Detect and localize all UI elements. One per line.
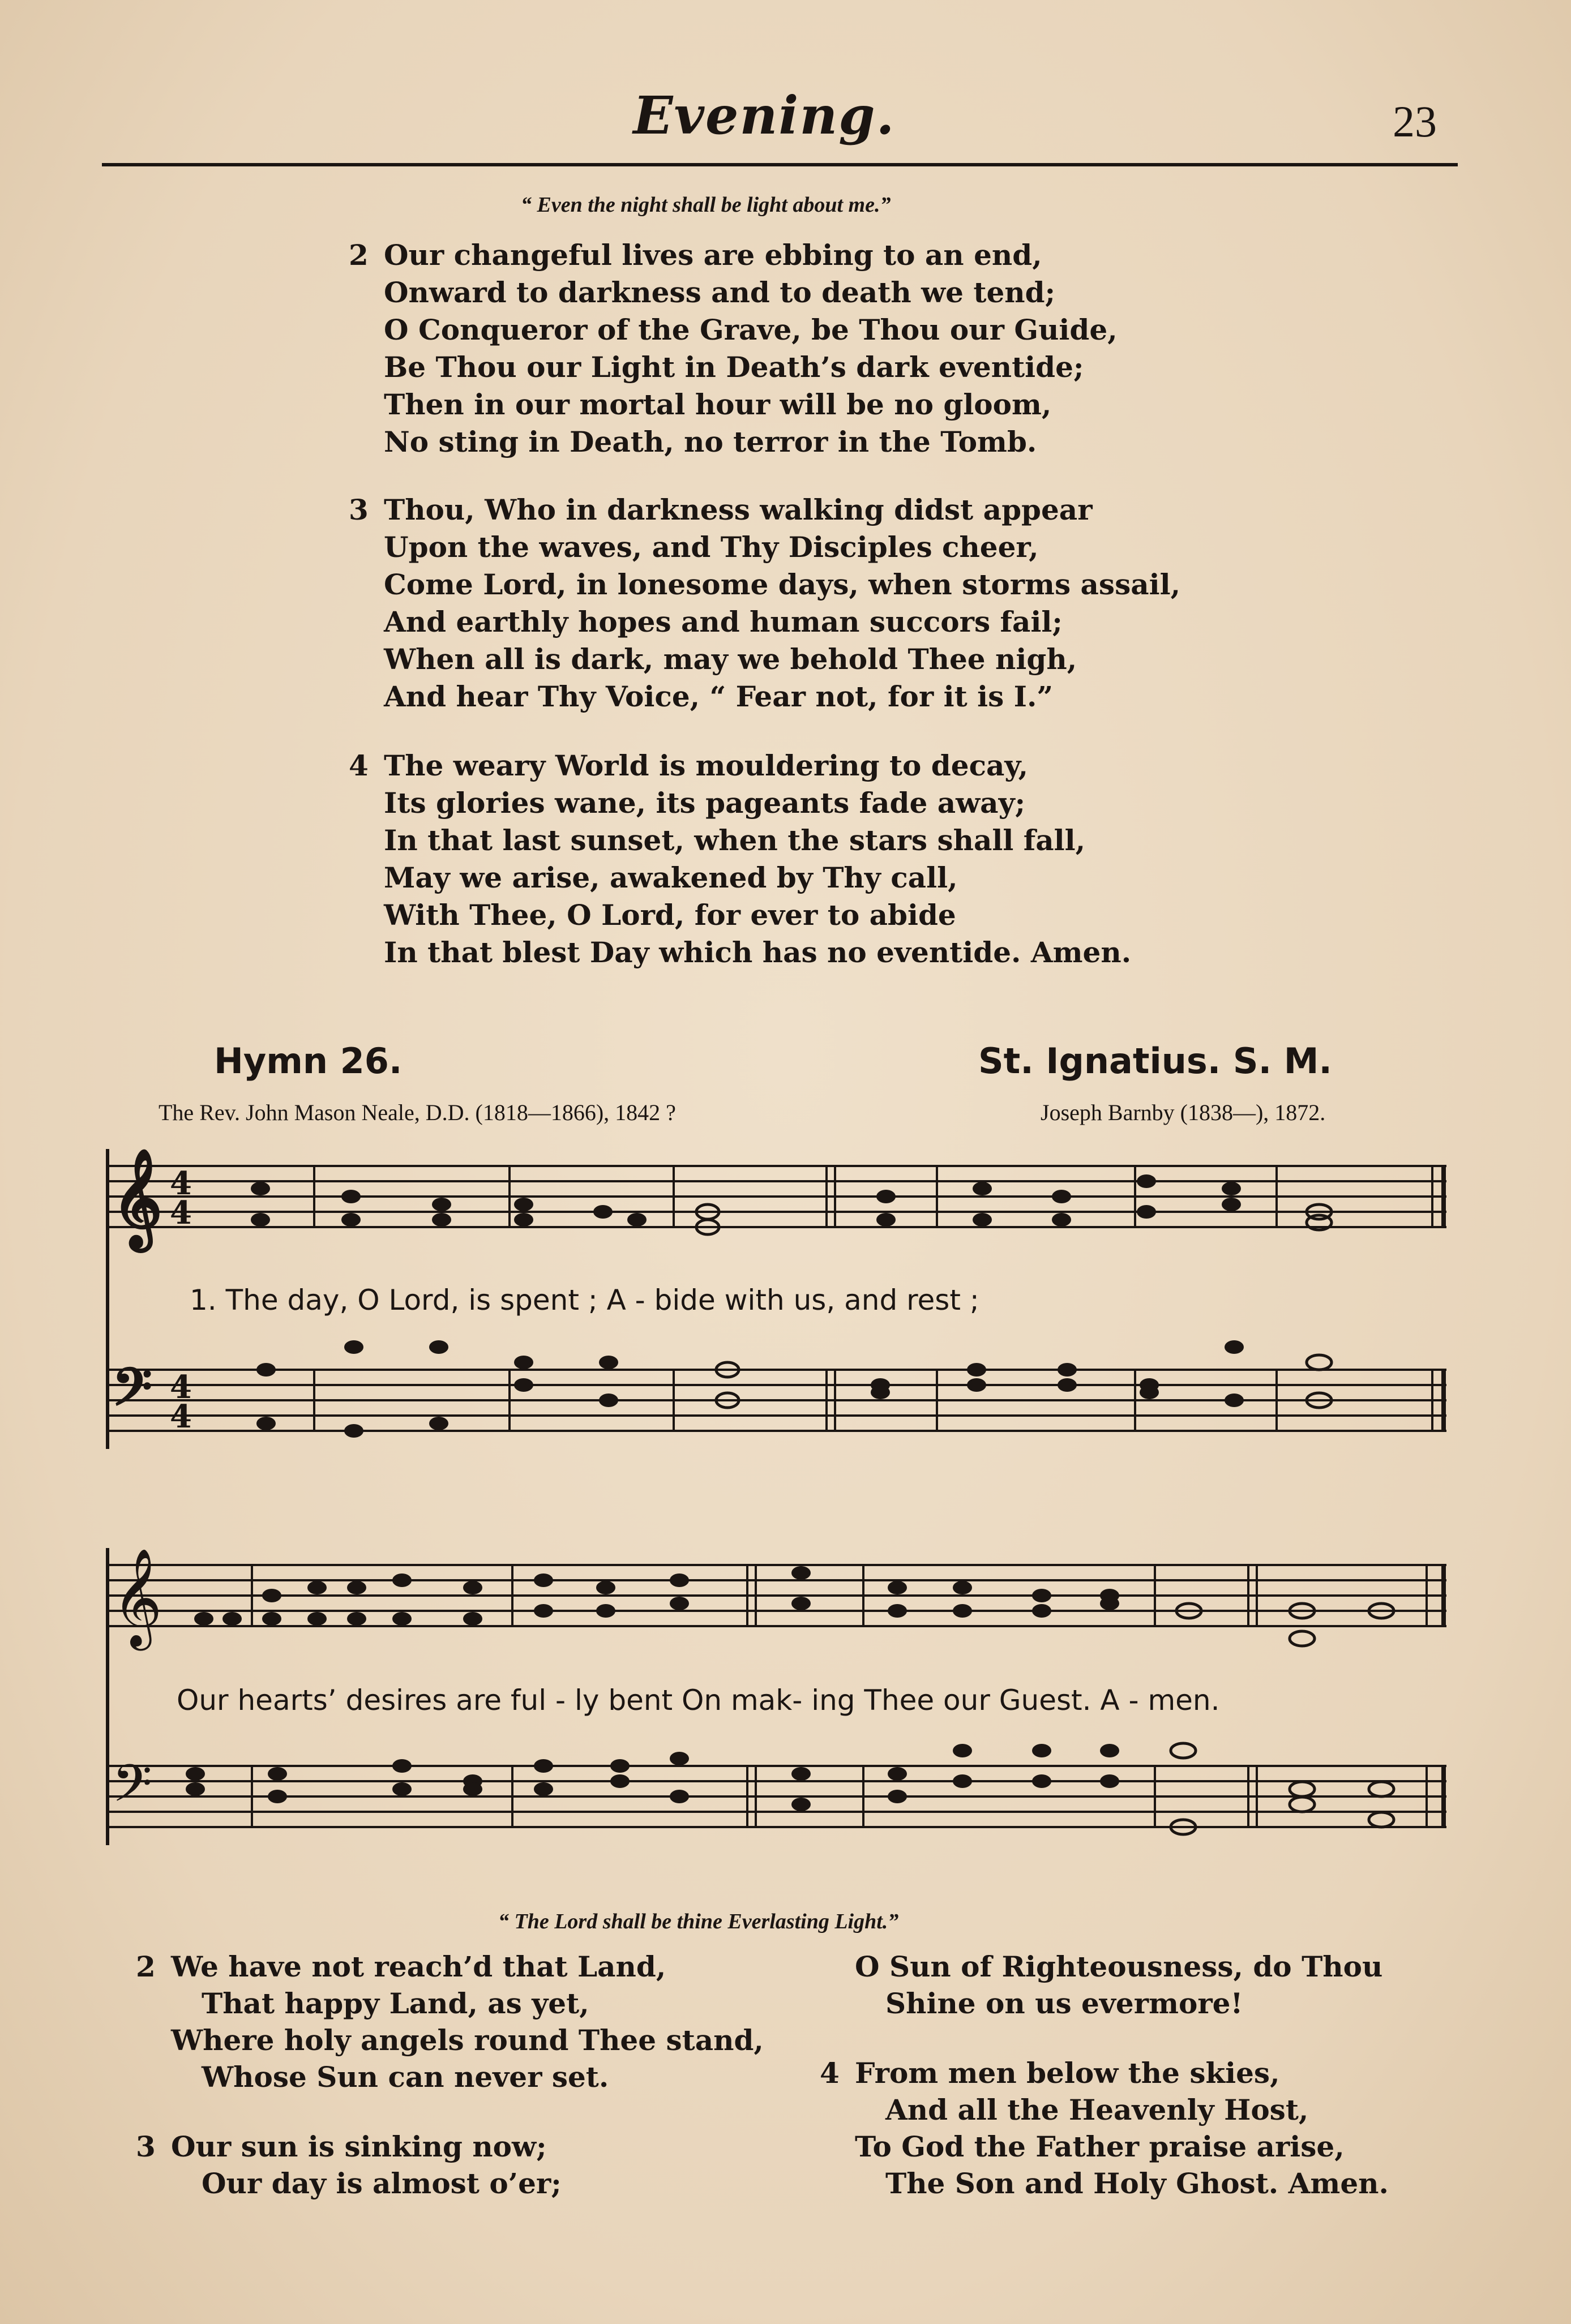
verse-line: The Son and Holy Ghost. Amen. <box>885 2167 1389 2200</box>
verse-line: Upon the waves, and Thy Disciples cheer, <box>384 530 1039 564</box>
verse-line: No sting in Death, no terror in the Tomb. <box>384 425 1037 458</box>
epigraph-top: “ Even the night shall be light about me.” <box>521 193 891 217</box>
verse-line: Our day is almost o’er; <box>202 2167 562 2200</box>
time-signature: 4 <box>170 1369 192 1406</box>
tune-name: St. Ignatius. S. M. <box>978 1040 1332 1082</box>
page-number: 23 <box>1393 97 1437 146</box>
verse-line: In that blest Day which has no eventide. Amen. <box>384 936 1132 969</box>
verse-line: From men below the skies, <box>855 2056 1280 2090</box>
lyrics-line-1: 1. The day, O Lord, is spent ; A - bide with us, and rest ; <box>190 1284 979 1317</box>
verse-2-lower <box>136 1948 764 2095</box>
bass-staff <box>108 1766 1446 1827</box>
verse-number: 4 <box>820 2056 840 2090</box>
verse-line: In that last sunset, when the stars shall fall, <box>384 824 1086 857</box>
verse-line: O Sun of Righteousness, do Thou <box>855 1950 1383 1983</box>
verse-line: The weary World is mouldering to decay, <box>384 749 1029 782</box>
verse-line: Our changeful lives are ebbing to an end, <box>384 238 1042 272</box>
verse-line: And earthly hopes and human succors fail; <box>384 605 1063 638</box>
verse-number: 3 <box>349 493 369 526</box>
epigraph-bottom: “ The Lord shall be thine Everlasting Light.” <box>498 1910 899 1933</box>
page-title: Evening. <box>633 85 896 146</box>
verse-number: 2 <box>136 1950 156 1983</box>
verse-line: Whose Sun can never set. <box>202 2060 609 2094</box>
lyrics-line-2: Our hearts’ desires are ful - ly bent On mak- ing Thee our Guest. A - men. <box>177 1684 1220 1717</box>
verse-line: To God the Father praise arise, <box>855 2130 1345 2163</box>
hymn-number: Hymn 26. <box>214 1040 403 1082</box>
clefs-system-2 <box>112 1548 162 1826</box>
time-signature: 4 <box>170 1165 192 1202</box>
verse-line: Come Lord, in lonesome days, when storms assail, <box>384 568 1181 601</box>
verse-line: Shine on us evermore! <box>885 1987 1243 2020</box>
author-credit: The Rev. John Mason Neale, D.D. (1818—1866), 1842 ? <box>159 1100 676 1125</box>
verse-line: May we arise, awakened by Thy call, <box>384 861 958 894</box>
verse-3-continued <box>855 1948 1382 2022</box>
bass-clef-icon: 𝄢 <box>112 1357 152 1430</box>
verse-line: Be Thou our Light in Death’s dark eventide; <box>384 350 1084 384</box>
time-signature: 4 <box>170 1398 192 1435</box>
treble-clef-icon: 𝄞 <box>112 1548 162 1646</box>
bass-clef-icon: 𝄢 <box>112 1753 152 1826</box>
verse-line: That happy Land, as yet, <box>202 1987 589 2020</box>
clefs-system-1 <box>112 1148 192 1435</box>
verse-4-lower <box>820 2055 1389 2202</box>
verse-line: When all is dark, may we behold Thee nigh, <box>384 642 1077 676</box>
verse-line: Thou, Who in darkness walking didst appear <box>384 493 1093 526</box>
time-signature: 4 <box>170 1194 192 1232</box>
verse-line: With Thee, O Lord, for ever to abide <box>384 898 956 932</box>
verse-number: 3 <box>136 2130 156 2163</box>
verse-number: 4 <box>349 749 369 782</box>
treble-staff <box>108 1166 1446 1227</box>
verse-line: Our sun is sinking now; <box>171 2130 547 2163</box>
treble-clef-icon: 𝄞 <box>112 1148 162 1247</box>
verse-3-lower <box>136 2128 562 2202</box>
verse-line: Then in our mortal hour will be no gloom, <box>384 388 1052 421</box>
verse-line: We have not reach’d that Land, <box>171 1950 666 1983</box>
composer-credit: Joseph Barnby (1838—), 1872. <box>1041 1100 1326 1125</box>
bass-staff <box>108 1370 1446 1431</box>
verse-line: Its glories wane, its pageants fade away; <box>384 786 1026 820</box>
verse-line: O Conqueror of the Grave, be Thou our Guide, <box>384 313 1118 346</box>
verse-line: Onward to darkness and to death we tend; <box>384 276 1056 309</box>
verse-number: 2 <box>349 238 369 272</box>
verse-line: Where holy angels round Thee stand, <box>171 2023 764 2057</box>
verse-line: And hear Thy Voice, “ Fear not, for it is I.” <box>384 680 1054 713</box>
verse-line: And all the Heavenly Host, <box>885 2093 1309 2126</box>
